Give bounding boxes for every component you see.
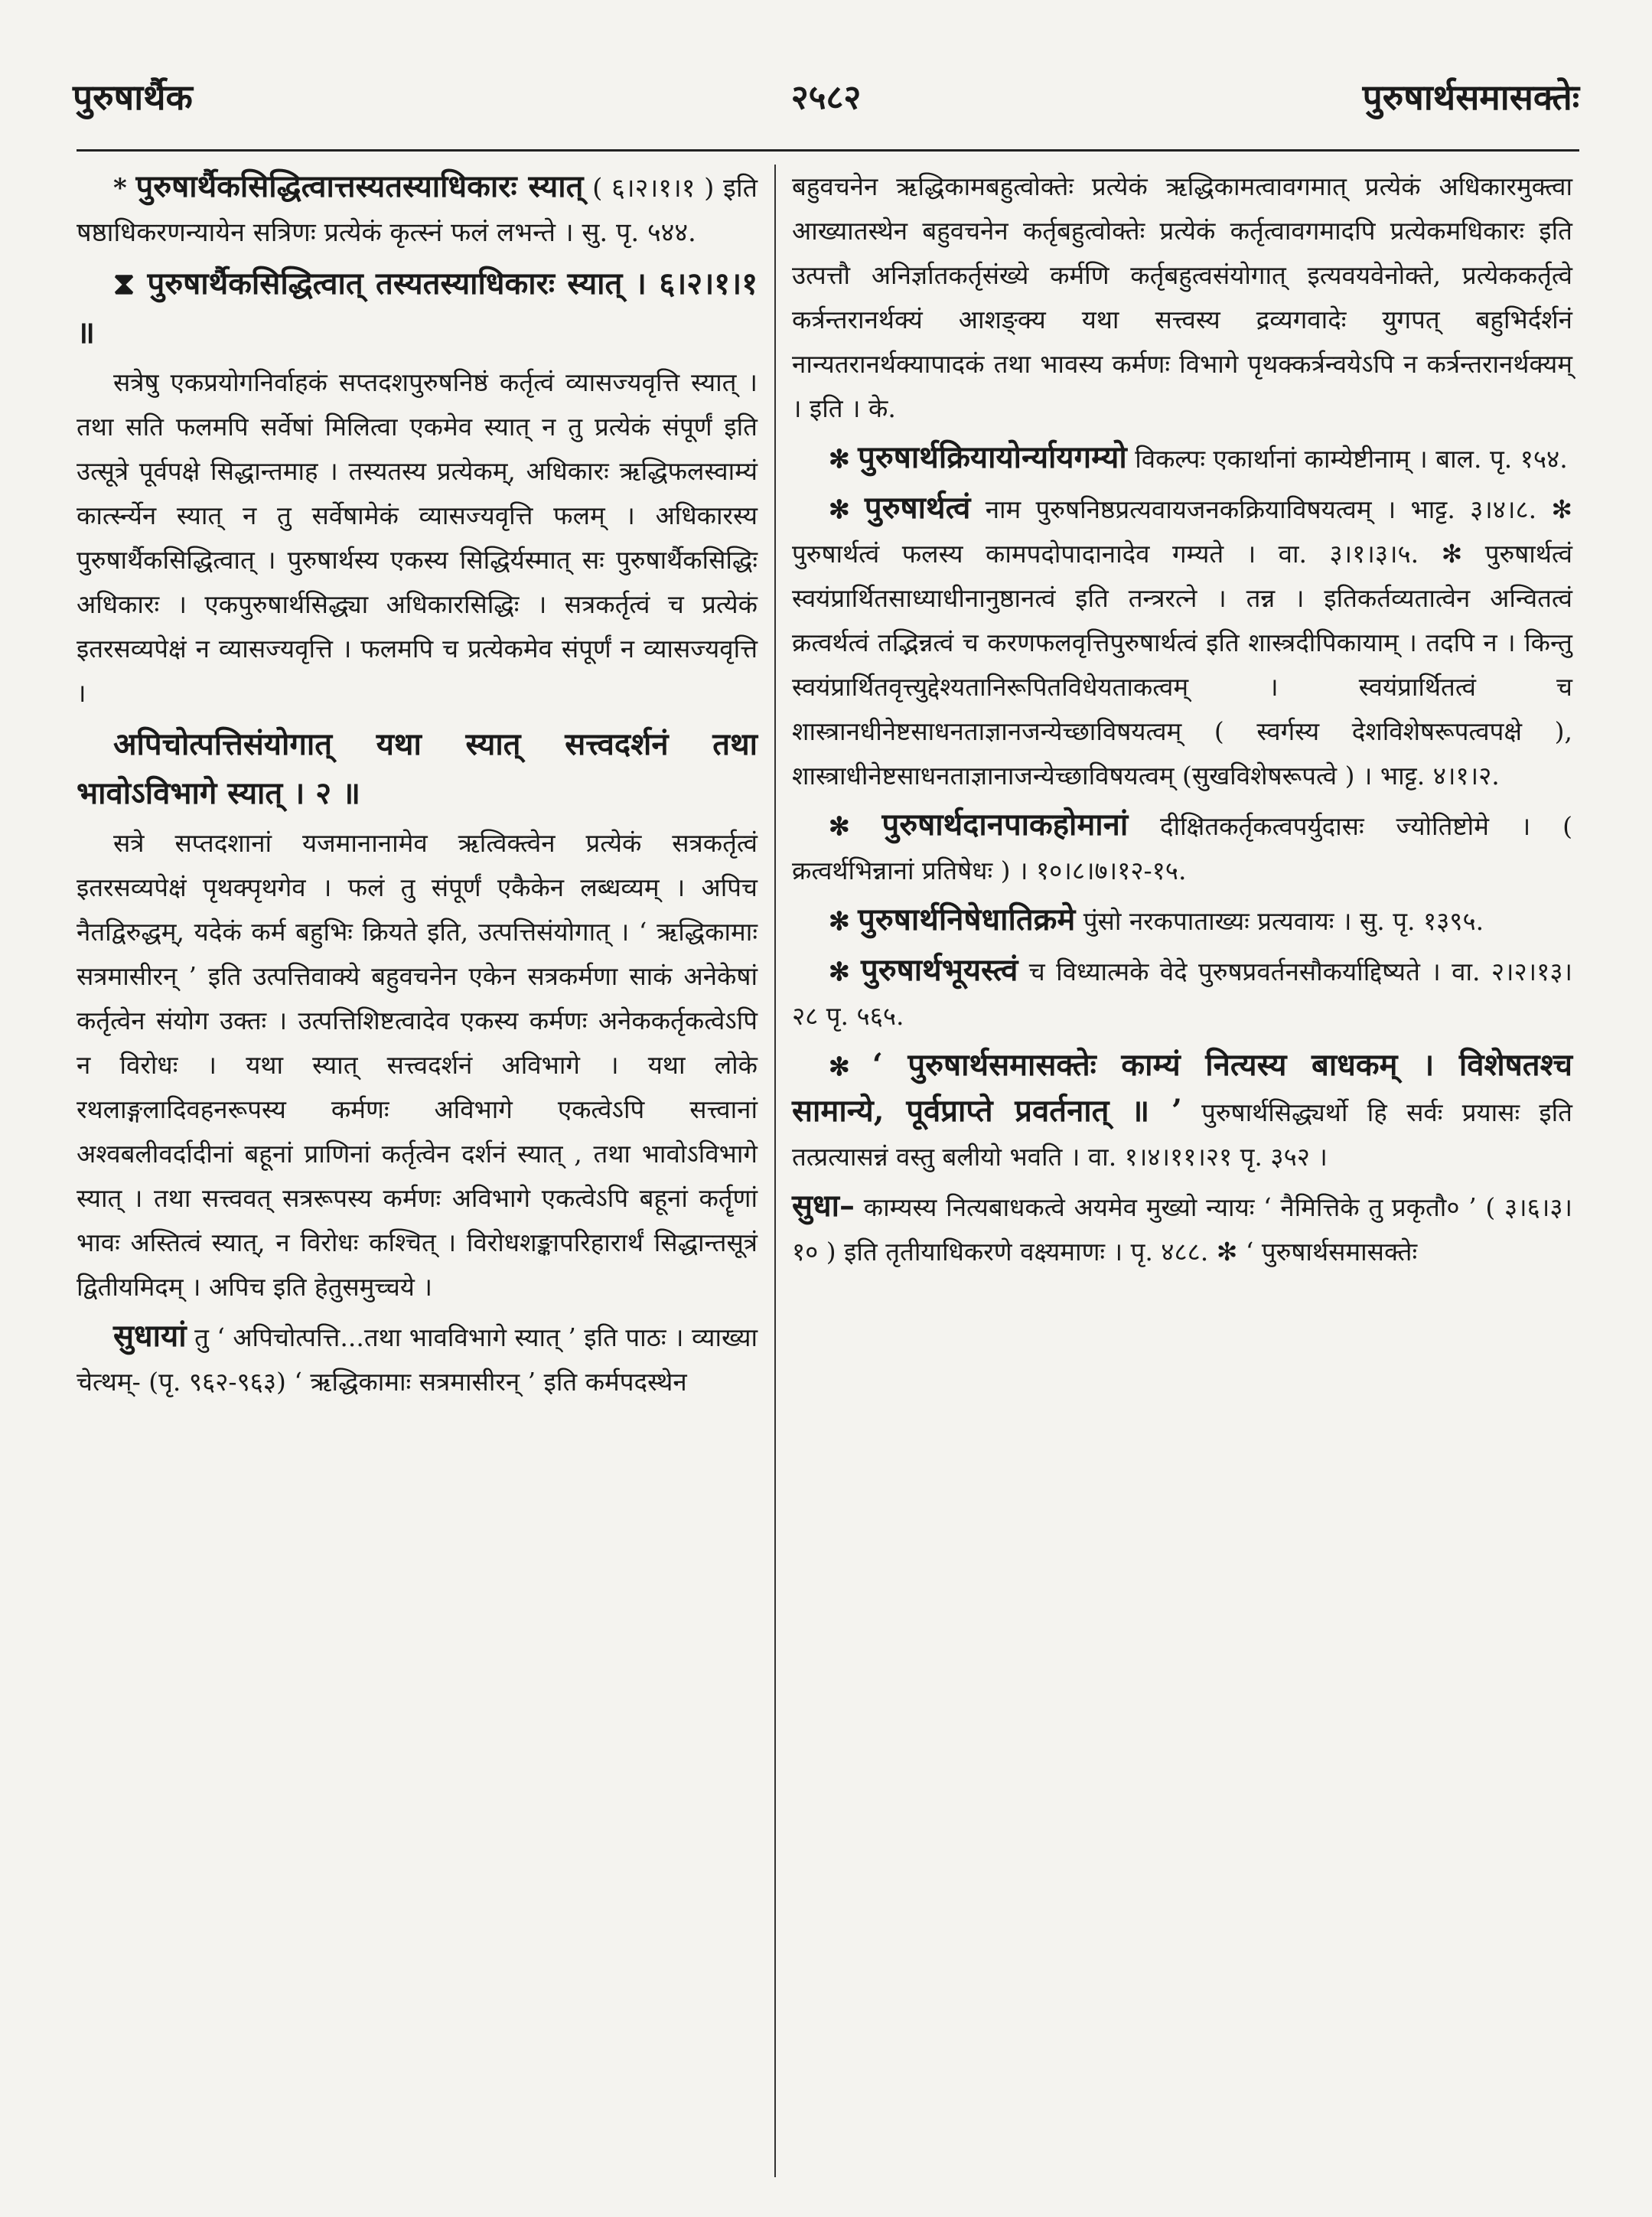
left-column — [77, 165, 758, 1409]
entry-headword: पुरुषार्थनिषेधातिक्रमे — [858, 901, 1076, 937]
star-icon: ✻ — [829, 494, 850, 524]
star-icon: ✻ — [829, 444, 850, 474]
entry-bhuyastva — [792, 948, 1572, 1038]
entry-body: च विध्यात्मके वेदे पुरुषप्रवर्तनसौकर्याद्दिष्यते । वा. २।२।१३।२८ पृ. ५६५. — [792, 957, 1572, 1031]
commentary-paragraph-2: सत्रे सप्तदशानां यजमानानामेव ऋत्विक्त्वेन प्रत्येकं सत्रकर्तृत्वं इतरसव्यपेक्षं पृथक्पृथगेव । फलं तु संपूर्णं एकैकेन लब्धव्यम् । अपिच नैतद्विरुद्धम्, यदेकं कर्म बहुभिः क्रियते इति, उत्पत्तिसंयोगात् । ‘ ऋद्धिकामाः सत्रमासीरन् ’ इति उत्पत्तिवाक्ये बहुवचनेन एकेन सत्रकर्मणा साकं अनेकेषां कर्तृत्वेन संयोग उक्तः । उत्पत्तिशिष्टत्वादेव एकस्य कर्मणः अनेककर्तृकत्वेऽपि न विरोधः । यथा स्यात् सत्त्वदर्शनं अविभागे । यथा लोके रथलाङ्गलादिवहनरूपस्य कर्मणः अविभागे एकत्वेऽपि सत्त्वानां अश्वबलीवर्दादीनां बहूनां प्राणिनां कर्तृत्वेन दर्शनं स्यात् , तथा भावोऽविभागे स्यात् । तथा सत्त्ववत् सत्ररूपस्य कर्मणः अविभागे एकत्वेऽपि बहूनां कर्तॄणां भावः अस्तित्वं स्यात्, न विरोधः कश्चित् । विरोधशङ्कापरिहारार्थं सिद्धान्तसूत्रं द्वितीयमिदम् । अपिच इति हेतुसमुच्चये । — [77, 828, 758, 1302]
entry-nishedhatikrama — [792, 898, 1572, 944]
entry-body: पुरुषार्थसिद्ध्यर्थो हि सर्वः प्रयासः इति तत्प्रत्यासन्नं वस्तु बलीयो भवति । वा. १।४।११।२१ पृ. ३५२ । — [792, 1097, 1572, 1172]
star-icon: * — [113, 173, 127, 204]
entry-body: नाम पुरुषनिष्ठप्रत्यवायजनकक्रियाविषयत्वम् । भाट्ट. ३।४।८. ✻ पुरुषार्थत्वं फलस्य कामपदोपादानादेव गम्यते । वा. ३।१।३।५. ✻ पुरुषार्थत्वं स्वयंप्रार्थितसाध्याधीनानुष्ठानत्वं इति तन्त्ररत्ने । तन्न । इतिकर्तव्यतात्वेन अन्वितत्वं क्रत्वर्थत्वं तद्भिन्नत्वं च करणफलवृत्तिपुरुषार्थत्वं इति शास्त्रदीपिकायाम् । तदपि न । किन्तु स्वयंप्रार्थितवृत्त्युद्देश्यतानिरूपितविधेयताकत्वम् । स्वयंप्रार्थितत्वं च शास्त्रानधीनेष्टसाधनताज्ञानजन्येच्छाविषयत्वम् ( स्वर्गस्य देशविशेषरूपत्वपक्षे ), शास्त्राधीनेष्टसाधनताज्ञानाजन्येच्छाविषयत्वम् (सुखविशेषरूपत्वे ) । भाट्ट. ४।१।२. — [792, 494, 1573, 791]
column-divider — [774, 165, 776, 2177]
star-icon: ✻ — [829, 957, 850, 986]
sudha-label: सुधायां — [113, 1318, 187, 1354]
entry-purusharthatva — [792, 486, 1572, 798]
sutra-2: अपिचोत्पत्तिसंयोगात् यथा स्यात् सत्त्वदर्शनं तथा भावोऽविभागे स्यात् । २ ॥ — [77, 726, 758, 811]
star-icon: ✻ — [829, 811, 850, 841]
star-icon: ✻ — [829, 1051, 850, 1081]
sutra-1 — [77, 259, 758, 357]
commentary-paragraph-1: सत्रेषु एकप्रयोगनिर्वाहकं सप्तदशपुरुषनिष्ठं कर्तृत्वं व्यासज्यवृत्ति स्यात् । तथा सति फलमपि सर्वेषां मिलित्वा एकमेव स्यात् न तु प्रत्येकं संपूर्णं इति उत्सूत्रे पूर्वपक्षे सिद्धान्तमाह । तस्यतस्य प्रत्येकम्, अधिकारः ऋद्धिफलस्वाम्यं कार्त्स्न्येन स्यात् न तु सर्वेषामेकं व्यासज्यवृत्ति फलम् । अधिकारस्य पुरुषार्थैकसिद्धित्वात् । पुरुषार्थस्य एकस्य सिद्धिर्यस्मात् सः पुरुषार्थैकसिद्धिः अधिकारः । एकपुरुषार्थसिद्ध्या अधिकारसिद्धिः । सत्रकर्तृत्वं च प्रत्येकं इतरसव्यपेक्षं न व्यासज्यवृत्ति । फलमपि च प्रत्येकमेव संपूर्णं न व्यासज्यवृत्ति । — [77, 367, 758, 708]
entry-body: काम्यस्य नित्यबाधकत्वे अयमेव मुख्यो न्यायः ‘ नैमित्तिके तु प्रकृतौ० ’ ( ३।६।३।१० ) इति तृतीयाधिकरणे वक्ष्यमाणः । पृ. ४८८. ✻ ‘ पुरुषार्थसमासक्तेः — [792, 1192, 1572, 1267]
entry-body: पुंसो नरकपाताख्यः प्रत्यवायः । सु. पृ. १३९५. — [1083, 906, 1484, 936]
entry-headword: पुरुषार्थत्वं — [864, 490, 971, 526]
star-icon: ✻ — [829, 906, 850, 936]
header-right-guideword: पुरुषार्थसमासक्तेः — [1362, 77, 1579, 118]
commentary-paragraph-3 — [77, 1314, 758, 1404]
header-rule — [77, 149, 1579, 152]
entry-headword: पुरुषार्थदानपाकहोमानां — [881, 807, 1129, 843]
page-header — [73, 73, 1579, 126]
entry-samasakti — [792, 1043, 1572, 1179]
page-number: २५८२ — [790, 78, 862, 117]
right-column — [792, 165, 1572, 1279]
entry-purusharthakriya — [792, 435, 1572, 481]
entry-headword: पुरुषार्थैकसिद्धित्वात्तस्यतस्याधिकारः स्यात् — [135, 168, 584, 204]
entry-headword: ‘ पुरुषार्थसमासक्तेः काम्यं नित्यस्य बाधकम् । विशेषतश्च सामान्ये, पूर्वप्राप्ते प्रवर्तनात् ॥ ’ — [792, 1047, 1572, 1129]
entry-headword: पुरुषार्थभूयस्त्वं — [861, 952, 1018, 988]
continuation-paragraph: बहुवचनेन ऋद्धिकामबहुत्वोक्तेः प्रत्येकं ऋद्धिकामत्वावगमात् प्रत्येकं अधिकारमुक्त्वा आख्यातस्थेन बहुवचनेन कर्तृबहुत्वोक्तेः प्रत्येकं कर्तृत्वावगमादपि प्रत्येकमधिकारः इति उत्पत्तौ अनिर्ज्ञातकर्तृसंख्ये कर्मणि कर्तृबहुत्वसंयोगात् इत्यवयवेनोक्ते, प्रत्येककर्तृत्वे कर्त्रन्तरानर्थक्यं आशङ्क्य यथा सत्त्वस्य द्रव्यगवादेः युगपत् बहुभिर्दर्शनं नान्यतरानर्थक्यापादकं तथा भावस्य कर्मणः विभागे पृथक्कर्त्रन्वयेऽपि न कर्त्रन्तरानर्थक्यम् । इति । के. — [792, 171, 1572, 423]
header-left-guideword: पुरुषार्थैक — [73, 77, 193, 118]
entry-body: दीक्षितकर्तृकत्वपर्युदासः ज्योतिष्टोमे । ( क्रत्वर्थभिन्नानां प्रतिषेधः ) । १०।८।७।१२-१५. — [792, 811, 1572, 885]
sutra-text: पुरुषार्थैकसिद्धित्वात् तस्यतस्याधिकारः स्यात् । ६।२।१।१ ॥ — [77, 266, 758, 350]
entry-sudha — [792, 1184, 1572, 1274]
entry-headword: सुधा– — [792, 1188, 855, 1224]
entry-body: विकल्पः एकार्थानां काम्येष्टीनाम् । बाल. पृ. १५४. — [1135, 444, 1568, 474]
entry-danapakahoma — [792, 803, 1572, 893]
sudha-text: तु ‘ अपिचोत्पत्ति...तथा भावविभागे स्यात् ’ इति पाठः । व्याख्या चेत्थम्- (पृ. ९६२-९६३) ‘ ऋद्धिकामाः सत्रमासीरन् ’ इति कर्मपदस्थेन — [77, 1322, 758, 1397]
entry-body: ( ६।२।१।१ ) इति षष्ठाधिकरणन्यायेन सत्रिणः प्रत्येकं कृत्स्नं फलं लभन्ते । सु. पृ. ५४४. — [77, 173, 758, 248]
sutra-mark-icon: ⧗ — [113, 266, 135, 302]
entry-headword: पुरुषार्थक्रियायोर्न्यायगम्यो — [858, 439, 1127, 475]
entry-adhikarana-reference — [77, 165, 758, 255]
